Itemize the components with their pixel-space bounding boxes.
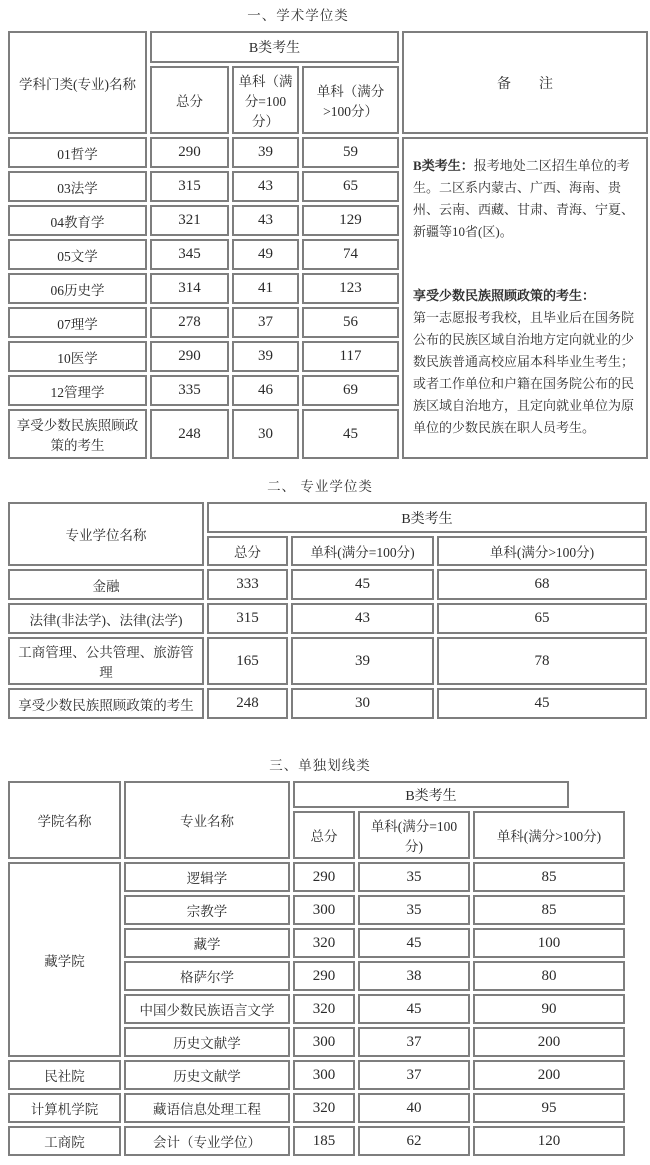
single-gt100-cell: 95 <box>473 1093 625 1123</box>
total-score-cell: 290 <box>150 341 229 372</box>
header-row-group <box>8 781 625 808</box>
total-score-cell: 335 <box>150 375 229 406</box>
single-100-cell: 37 <box>358 1060 470 1090</box>
table-row <box>8 862 625 892</box>
total-score-cell: 300 <box>293 1027 355 1057</box>
table-row <box>8 1126 625 1156</box>
b-candidates-group-header: B类考生 <box>293 781 569 808</box>
total-score-cell: 320 <box>293 994 355 1024</box>
category-cell: 06历史学 <box>8 273 147 304</box>
single-100-cell: 43 <box>232 171 299 202</box>
major-cell: 格萨尔学 <box>124 961 290 991</box>
single-100-cell: 39 <box>232 341 299 372</box>
major-cell: 中国少数民族语言文学 <box>124 994 290 1024</box>
single-gt100-cell: 74 <box>302 239 399 270</box>
single-gt100-cell: 68 <box>437 569 647 600</box>
table-row <box>8 603 647 634</box>
single-gt100-cell: 123 <box>302 273 399 304</box>
single-gt100-header: 单科(满分>100分) <box>473 811 625 859</box>
single-gt100-cell: 45 <box>302 409 399 459</box>
single-100-cell: 45 <box>358 994 470 1024</box>
separate-line-score-table <box>5 778 628 1159</box>
single-100-cell: 46 <box>232 375 299 406</box>
total-score-cell: 248 <box>150 409 229 459</box>
separate-line-table-title: 三、单独划线类 <box>269 758 371 773</box>
academic-table-title: 一、学术学位类 <box>247 8 349 23</box>
single-gt100-cell: 129 <box>302 205 399 236</box>
total-score-cell: 165 <box>207 637 288 685</box>
category-cell: 享受少数民族照顾政策的考生 <box>8 688 204 719</box>
category-cell: 12管理学 <box>8 375 147 406</box>
single-gt100-cell: 65 <box>302 171 399 202</box>
single-gt100-cell: 90 <box>473 994 625 1024</box>
total-score-cell: 315 <box>207 603 288 634</box>
single-100-cell: 45 <box>291 569 434 600</box>
college-cell: 民社院 <box>8 1060 121 1090</box>
single-100-cell: 35 <box>358 895 470 925</box>
b-candidates-group-header: B类考生 <box>150 31 399 63</box>
category-column-header: 专业学位名称 <box>8 502 204 566</box>
category-cell: 金融 <box>8 569 204 600</box>
single-100-cell: 39 <box>291 637 434 685</box>
header-row-group <box>8 502 647 533</box>
single-100-cell: 38 <box>358 961 470 991</box>
single-gt100-cell: 45 <box>437 688 647 719</box>
total-score-cell: 315 <box>150 171 229 202</box>
single-gt100-cell: 200 <box>473 1027 625 1057</box>
single-100-cell: 30 <box>232 409 299 459</box>
single-gt100-header: 单科（满分>100分） <box>302 66 399 134</box>
major-cell: 历史文献学 <box>124 1027 290 1057</box>
total-score-header: 总分 <box>207 536 288 566</box>
single-gt100-cell: 200 <box>473 1060 625 1090</box>
remark-minority-policy: 享受少数民族照顾政策的考生： 第一志愿报考我校，且毕业后在国务院公布的民族区域自治地方定向就业的少数民族普通高校应届本科毕业生考生；或者工作单位和户籍在国务院公布的民族区域自治地方，且定向就业单位为原单位的少数民族在职人员考生。 <box>413 288 635 435</box>
professional-table-title: 二、 专业学位类 <box>267 479 373 494</box>
single-gt100-cell: 56 <box>302 307 399 338</box>
single-gt100-header: 单科(满分>100分) <box>437 536 647 566</box>
single-100-cell: 39 <box>232 137 299 168</box>
b-candidates-group-wrap <box>293 781 625 808</box>
single-gt100-cell: 120 <box>473 1126 625 1156</box>
total-score-cell: 248 <box>207 688 288 719</box>
single-gt100-cell: 80 <box>473 961 625 991</box>
total-score-cell: 290 <box>293 961 355 991</box>
total-score-cell: 321 <box>150 205 229 236</box>
total-score-cell: 300 <box>293 1060 355 1090</box>
table-row <box>8 137 648 168</box>
category-cell: 03法学 <box>8 171 147 202</box>
single-gt100-cell: 117 <box>302 341 399 372</box>
total-score-cell: 345 <box>150 239 229 270</box>
category-cell: 04教育学 <box>8 205 147 236</box>
category-cell: 10医学 <box>8 341 147 372</box>
total-score-header: 总分 <box>150 66 229 134</box>
single-100-cell: 49 <box>232 239 299 270</box>
total-score-cell: 320 <box>293 928 355 958</box>
single-gt100-cell: 59 <box>302 137 399 168</box>
total-score-cell: 290 <box>293 862 355 892</box>
single-100-cell: 45 <box>358 928 470 958</box>
category-cell: 07理学 <box>8 307 147 338</box>
single-100-header: 单科（满分=100分） <box>232 66 299 134</box>
college-cell: 计算机学院 <box>8 1093 121 1123</box>
table-row <box>8 1060 625 1090</box>
single-100-cell: 40 <box>358 1093 470 1123</box>
college-cell: 藏学院 <box>8 862 121 1057</box>
total-score-cell: 300 <box>293 895 355 925</box>
college-column-header: 学院名称 <box>8 781 121 859</box>
header-row-group <box>8 31 648 63</box>
single-100-cell: 62 <box>358 1126 470 1156</box>
academic-score-table <box>5 28 650 462</box>
total-score-cell: 314 <box>150 273 229 304</box>
total-score-cell: 185 <box>293 1126 355 1156</box>
major-cell: 宗教学 <box>124 895 290 925</box>
total-score-cell: 333 <box>207 569 288 600</box>
category-column-header: 学科门类(专业)名称 <box>8 31 147 134</box>
table-row <box>8 688 647 719</box>
remark-b-candidates: B类考生：报考地处二区招生单位的考生。二区系内蒙古、广西、海南、贵州、云南、西藏、甘肃、青海、宁夏、新疆等10省(区)。 <box>413 158 635 239</box>
major-cell: 藏学 <box>124 928 290 958</box>
table-row <box>8 569 647 600</box>
total-score-cell: 290 <box>150 137 229 168</box>
single-100-cell: 41 <box>232 273 299 304</box>
single-100-cell: 43 <box>291 603 434 634</box>
single-gt100-cell: 85 <box>473 895 625 925</box>
table-row <box>8 637 647 685</box>
single-100-cell: 35 <box>358 862 470 892</box>
single-100-cell: 37 <box>358 1027 470 1057</box>
single-100-cell: 43 <box>232 205 299 236</box>
single-gt100-cell: 78 <box>437 637 647 685</box>
category-cell: 法律(非法学)、法律(法学) <box>8 603 204 634</box>
category-cell: 01哲学 <box>8 137 147 168</box>
category-cell: 05文学 <box>8 239 147 270</box>
single-100-header: 单科(满分=100分) <box>358 811 470 859</box>
total-score-cell: 278 <box>150 307 229 338</box>
professional-score-table <box>5 499 650 722</box>
major-cell: 藏语信息处理工程 <box>124 1093 290 1123</box>
category-cell: 享受少数民族照顾政策的考生 <box>8 409 147 459</box>
table-row <box>8 1093 625 1123</box>
major-cell: 逻辑学 <box>124 862 290 892</box>
major-column-header: 专业名称 <box>124 781 290 859</box>
single-100-cell: 37 <box>232 307 299 338</box>
single-100-cell: 30 <box>291 688 434 719</box>
b-candidates-group-header: B类考生 <box>207 502 647 533</box>
remarks-column-header: 备 注 <box>402 31 648 134</box>
total-score-cell: 320 <box>293 1093 355 1123</box>
single-gt100-cell: 69 <box>302 375 399 406</box>
major-cell: 会计（专业学位） <box>124 1126 290 1156</box>
single-100-header: 单科(满分=100分) <box>291 536 434 566</box>
major-cell: 历史文献学 <box>124 1060 290 1090</box>
single-gt100-cell: 85 <box>473 862 625 892</box>
total-score-header: 总分 <box>293 811 355 859</box>
college-cell: 工商院 <box>8 1126 121 1156</box>
category-cell: 工商管理、公共管理、旅游管理 <box>8 637 204 685</box>
remarks-cell <box>402 137 648 459</box>
single-gt100-cell: 65 <box>437 603 647 634</box>
single-gt100-cell: 100 <box>473 928 625 958</box>
